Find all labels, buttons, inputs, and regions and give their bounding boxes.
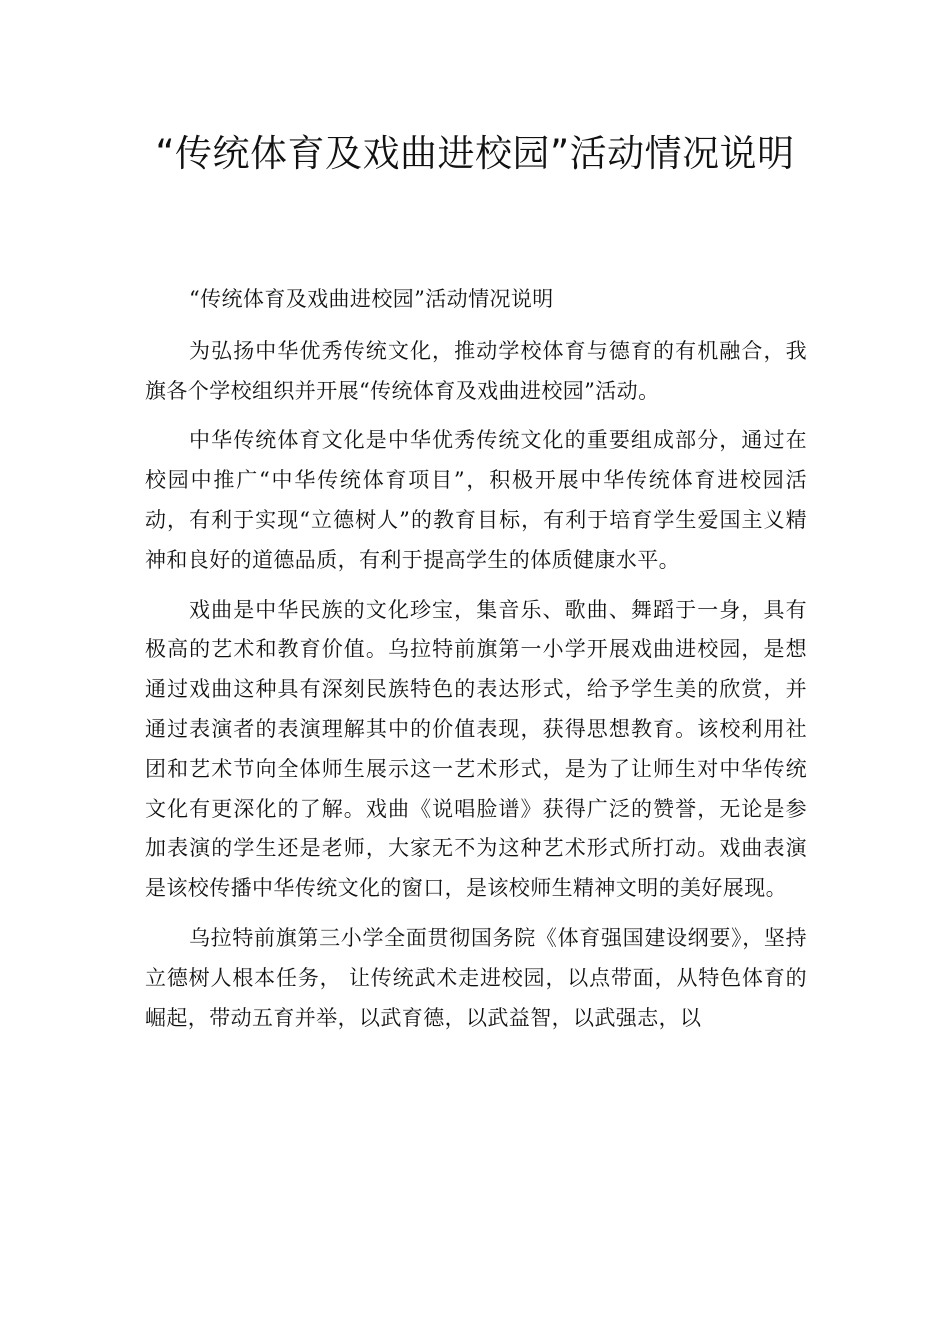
paragraph-third-school: 乌拉特前旗第三小学全面贯彻国务院《体育强国建设纲要》，坚持立德树人根本任务， 让传统武术走进校园，以点带面，从特色体育的崛起，带动五育并举，以武育德，以武益智，以武强志，以 <box>145 925 807 1030</box>
paragraph-heading: “传统体育及戏曲进校园”活动情况说明 <box>189 287 554 311</box>
document-body <box>145 280 807 1048</box>
paragraph-opera: 戏曲是中华民族的文化珍宝，集音乐、歌曲、舞蹈于一身，具有极高的艺术和教育价值。乌拉特前旗第一小学开展戏曲进校园，是想通过戏曲这种具有深刻民族特色的表达形式，给予学生美的欣赏，并通过表演者的表演理解其中的价值表现，获得思想教育。该校利用社团和艺术节向全体师生展示这一艺术形式，是为了让师生对中华传统文化有更深化的了解。戏曲《说唱脸谱》获得广泛的赞誉，无论是参加表演的学生还是老师，大家无不为这种艺术形式所打动。戏曲表演是该校传播中华传统文化的窗口，是该校师生精神文明的美好展现。 <box>145 597 807 901</box>
paragraph-intro: 为弘扬中华优秀传统文化，推动学校体育与德育的有机融合，我旗各个学校组织并开展“传统体育及戏曲进校园”活动。 <box>145 338 807 403</box>
paragraph-traditional-sports: 中华传统体育文化是中华优秀传统文化的重要组成部分，通过在校园中推广“中华传统体育项目”，积极开展中华传统体育进校园活动，有利于实现“立德树人”的教育目标，有利于培育学生爱国主义精神和良好的道德品质，有利于提高学生的体质健康水平。 <box>145 428 807 572</box>
document-title: “传统体育及戏曲进校园”活动情况说明 <box>155 132 795 175</box>
